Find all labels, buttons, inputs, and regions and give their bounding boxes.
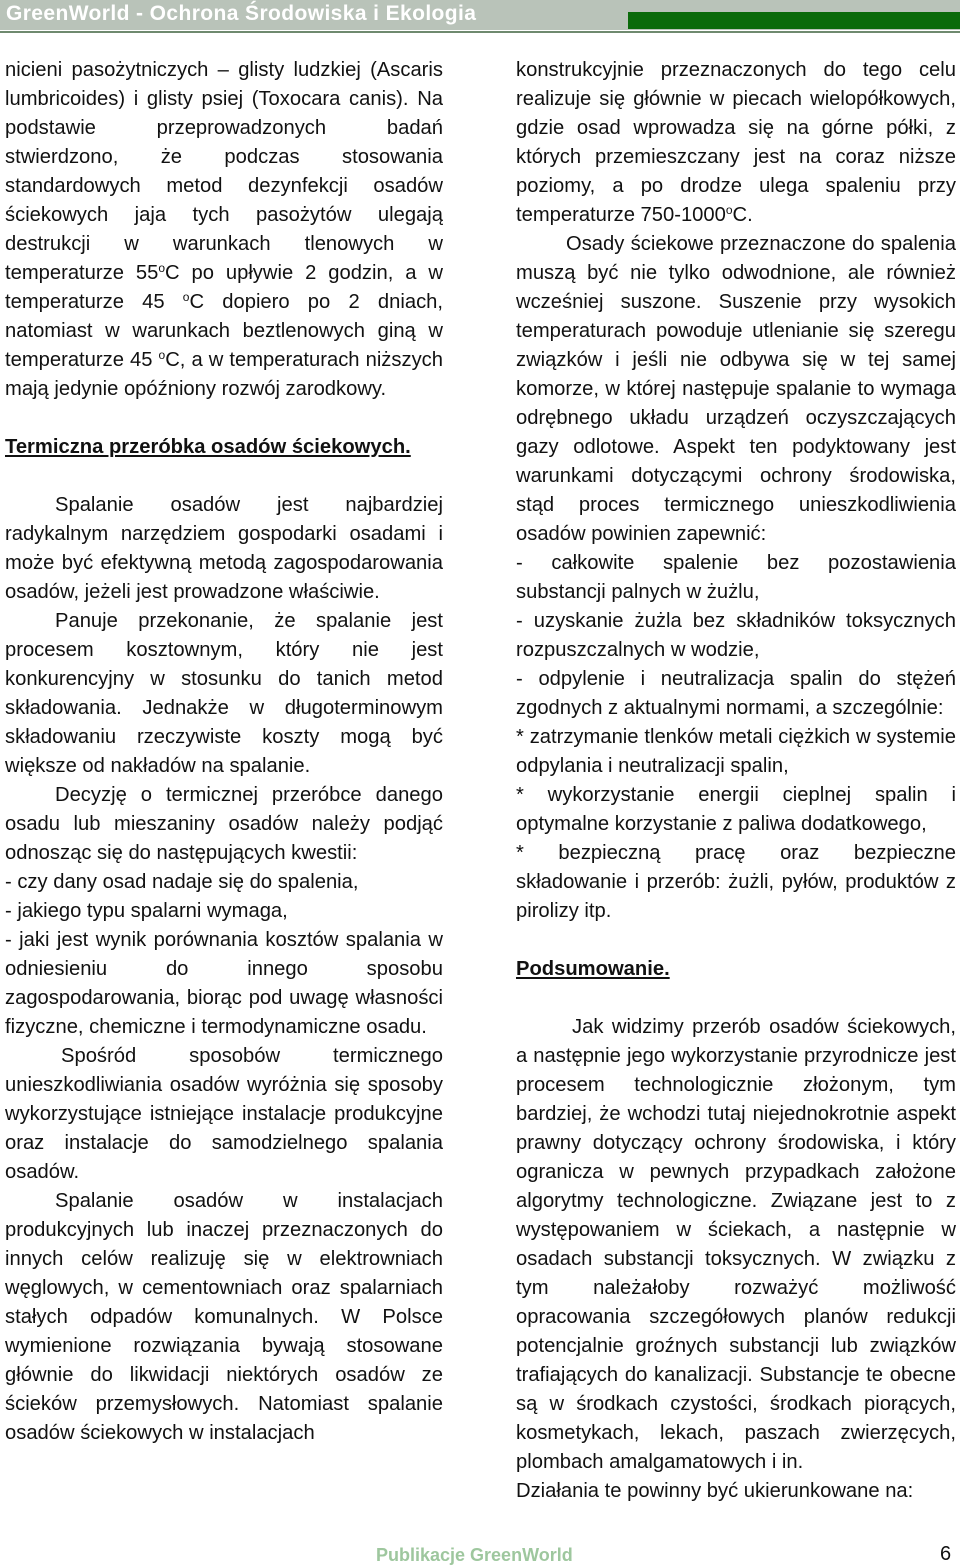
- list-item: - całkowite spalenie bez pozostawienia substancji palnych w żużlu,: [516, 552, 956, 603]
- paragraph-methods: Spośród sposobów termicznego unieszkodliwiania osadów wyróżnia się sposoby wykorzystujące istniejące instalacje produkcyjne oraz instalacje do samodzielnego spalania osadów.: [5, 1045, 443, 1183]
- paragraph-actions: Działania te powinny być ukierunkowane na:: [516, 1480, 914, 1502]
- paragraph-decision: Decyzję o termicznej przeróbce danego osadu lub mieszaniny osadów należy podjąć odnosząc się do następujących kwestii:: [5, 784, 443, 864]
- list-item: * zatrzymanie tlenków metali ciężkich w systemie odpylania i neutralizacji spalin,: [516, 726, 956, 777]
- paragraph-summary: Jak widzimy przerób osadów ściekowych, a następnie jego wykorzystanie przyrodnicze jest procesem technologicznie złożonym, tym bardziej, że wchodzi tutaj niejednokrotnie aspekt prawny dotyczący ochrony środowiska, i który ogranicza w pewnych przypadkach założone algorytmy technologiczne. Związane jest to z występowaniem w ściekach, a następnie w osadach substancji toksycznych. W związku z tym należałoby rozważyć możliwość opracowania szczegółowych planów redukcji potencjalnie groźnych substancji lub związków trafiających do kanalizacji. Substancje te obecne są w środkach czystości, środkach piorących, kosmetykach, lekach, paszach zwierzęcych, plombach amalgamatowych i in.: [516, 1016, 956, 1473]
- paragraph-installations: Spalanie osadów w instalacjach produkcyjnych lub inaczej przeznaczonych do innych celów realizuję się w elektrowniach węglowych, w cementowniach oraz spalarniach stałych odpadów komunalnych. W Polsce wymienione rozwiązania bywają stosowane głównie do likwidacji niektórych osadów ze ścieków przemysłowych. Natomiast spalanie osadów ściekowych w instalacjach: [5, 1190, 443, 1444]
- list-item: - jakiego typu spalarni wymaga,: [5, 900, 288, 922]
- header-accent-bar: [628, 12, 960, 29]
- paragraph-parasites: nicieni pasożytniczych – glisty ludzkiej (Ascaris lumbricoides) i glisty psiej (Toxocara canis). Na podstawie przeprowadzonych badań stwierdzono, że podczas stosowania standardowych metod dezynfekcji osadów ściekowych jaja tych pasożytów ulegają destrukcji w warunkach tlenowych w temperaturze 55$^o$C po upływie 2 godzin, a w temperaturze 45 $^o$C dopiero po 2 dniach, natomiast w warunkach beztlenowych giną w temperaturze 45 $^o$C, a w temperaturach niższych mają jedynie opóźniony rozwój zarodkowy.: [5, 59, 443, 400]
- list-item: * bezpieczną pracę oraz bezpieczne składowanie i przerób: żużli, pyłów, produktów z pirolizy itp.: [516, 842, 956, 922]
- list-item: - czy dany osad nadaje się do spalenia,: [5, 871, 359, 893]
- paragraph-costs: Panuje przekonanie, że spalanie jest procesem kosztownym, który nie jest konkurencyjny w stosunku do tanich metod składowania. Jednakże w długoterminowym składowaniu rzeczywiste koszty mogą być większe od nakładów na spalanie.: [5, 610, 443, 777]
- section-heading-summary: Podsumowanie.: [516, 958, 670, 980]
- section-heading-thermal: Termiczna przeróbka osadów ściekowych.: [5, 436, 411, 458]
- right-column: [516, 56, 956, 1506]
- list-item: * wykorzystanie energii cieplnej spalin i optymalne korzystanie z paliwa dodatkowego,: [516, 784, 956, 835]
- paragraph-drying: Osady ściekowe przeznaczone do spalenia muszą być nie tylko odwodnione, ale również wcześniej suszone. Suszenie przy wysokich temperaturach powoduje utlenianie się szeregu związków i jeśli nie odbywa się w tej samej komorze, w której następuje spalanie to wymaga odrębnego układu urządzeń oczyszczających gazy odlotowe. Aspekt ten podyktowany jest warunkami dotyczącymi ochrony środowiska, stąd proces termicznego unieszkodliwienia osadów powinien zapewnić:: [516, 233, 956, 545]
- header-rule: [0, 31, 960, 33]
- paragraph-furnaces: konstrukcyjnie przeznaczonych do tego celu realizuje się głównie w piecach wielopółkowych, gdzie osad wprowadza się na górne półki, z których przemieszczany jest na coraz niższe poziomy, a po drodze ulega spaleniu przy temperaturze 750-1000$^o$C.: [516, 59, 956, 226]
- left-column: [5, 56, 443, 1448]
- paragraph-combustion: Spalanie osadów jest najbardziej radykalnym narzędziem gospodarki osadami i może być efektywną metodą zagospodarowania osadów, jeżeli jest prowadzone właściwie.: [5, 494, 443, 603]
- page-number: 6: [940, 1543, 952, 1565]
- list-item: - odpylenie i neutralizacja spalin do stężeń zgodnych z aktualnymi normami, a szczególnie:: [516, 668, 956, 719]
- footer-title: Publikacje GreenWorld: [376, 1545, 573, 1565]
- header-bar: [0, 0, 960, 30]
- header-title: GreenWorld - Ochrona Środowiska i Ekologia: [6, 2, 477, 25]
- list-item: - jaki jest wynik porównania kosztów spalania w odniesieniu do innego sposobu zagospodarowania, biorąc pod uwagę własności fizyczne, chemiczne i termodynamiczne osadu.: [5, 929, 443, 1038]
- list-item: - uzyskanie żużla bez składników toksycznych rozpuszczalnych w wodzie,: [516, 610, 956, 661]
